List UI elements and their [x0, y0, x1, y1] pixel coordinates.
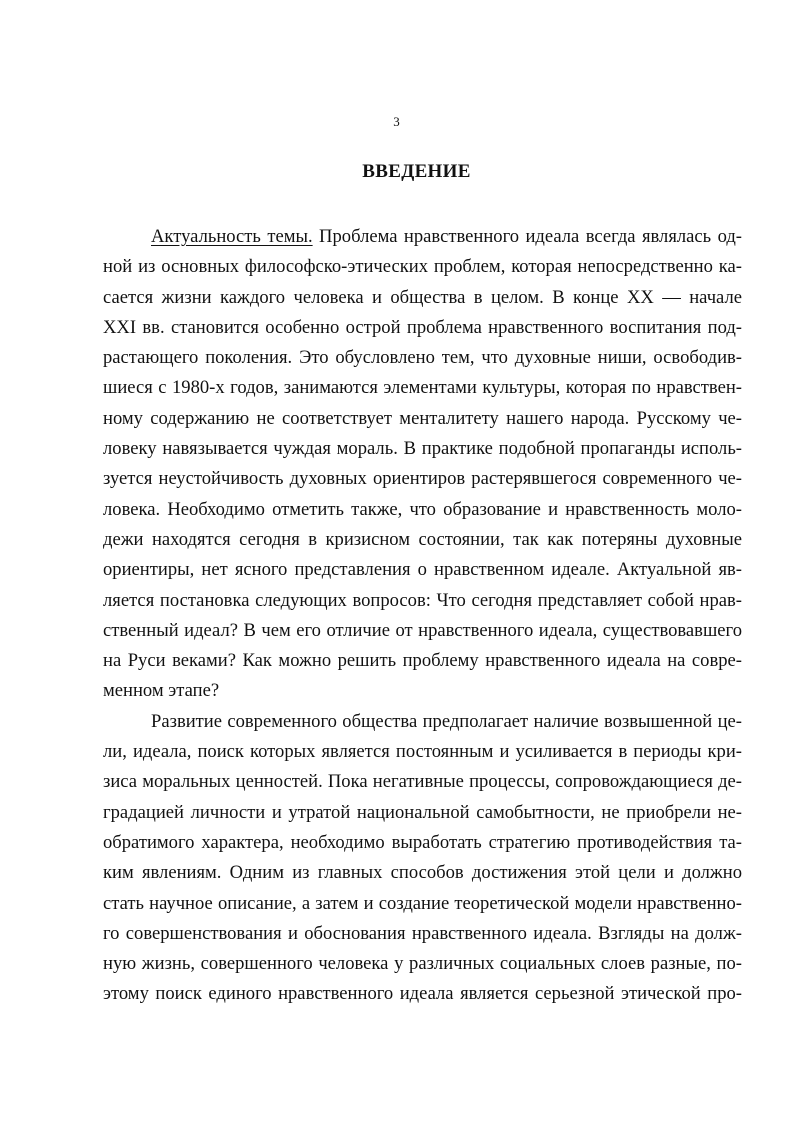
- paragraph-1-line: ляется постановка следующих вопросов: Что сегодня представляет собой нрав-: [103, 589, 742, 611]
- paragraph-2-line: ким явлениям. Одним из главных способов достижения этой цели и должно: [103, 862, 742, 884]
- paragraph-1-line-1-rest: Проблема нравственного идеала всегда являлась од-: [319, 226, 742, 247]
- paragraph-1-line-1: [103, 222, 742, 252]
- paragraph-1-line: ной из основных философско-этических проблем, которая непосредственно ка-: [103, 256, 742, 278]
- paragraph-1-line: растающего поколения. Это обусловлено тем, что духовные ниши, освободив-: [103, 347, 742, 369]
- paragraph-2-line: этому поиск единого нравственного идеала является серьезной этической про-: [103, 983, 742, 1005]
- paragraph-1-line: на Руси веками? Как можно решить проблему нравственного идеала на совре-: [103, 650, 742, 672]
- paragraph-2-line: стать научное описание, а затем и создание теоретической модели нравственно-: [103, 892, 742, 914]
- body-text: [103, 222, 742, 1010]
- paragraph-2-line: ную жизнь, совершенного человека у различных социальных слоев разные, по-: [103, 953, 742, 975]
- paragraph-1-line: ственный идеал? В чем его отличие от нравственного идеала, существовавшего: [103, 619, 742, 641]
- section-heading: ВВЕДЕНИЕ: [362, 161, 471, 182]
- paragraph-2-line: ли, идеала, поиск которых является постоянным и усиливается в периоды кри-: [103, 741, 742, 763]
- paragraph-2-line: градацией личности и утратой национальной самобытности, не приобрели не-: [103, 801, 742, 823]
- paragraph-1-line: XXI вв. становится особенно острой проблема нравственного воспитания под-: [103, 316, 742, 338]
- paragraph-1-line: ловека. Необходимо отметить также, что образование и нравственность моло-: [103, 498, 742, 520]
- paragraph-1-line: ориентиры, нет ясного представления о нравственном идеале. Актуальной яв-: [103, 559, 742, 581]
- paragraph-1-line: ловеку навязывается чуждая мораль. В практике подобной пропаганды исполь-: [103, 438, 742, 460]
- paragraph-2-line: Развитие современного общества предполагает наличие возвышенной це-: [151, 710, 742, 732]
- paragraph-2-line: го совершенствования и обоснования нравственного идеала. Взгляды на долж-: [103, 922, 742, 944]
- paragraph-1-line: зуется неустойчивость духовных ориентиров растерявшегося современного че-: [103, 468, 742, 490]
- page-number: 3: [393, 114, 400, 129]
- paragraph-1-line: менном этапе?: [103, 680, 220, 702]
- paragraph-1-line: сается жизни каждого человека и общества в целом. В конце XX — начале: [103, 286, 742, 308]
- paragraph-2-line: зиса моральных ценностей. Пока негативные процессы, сопровождающиеся де-: [103, 771, 742, 793]
- paragraph-1-line: шиеся с 1980-х годов, занимаются элементами культуры, которая по нравствен-: [103, 377, 742, 399]
- paragraph-1-line: ному содержанию не соответствует менталитету нашего народа. Русскому че-: [103, 407, 742, 429]
- paragraph-1-line: дежи находятся сегодня в кризисном состоянии, так как потеряны духовные: [103, 528, 742, 550]
- topic-relevance-lead: Актуальность темы.: [151, 226, 313, 247]
- paragraph-2-line: обратимого характера, необходимо выработать стратегию противодействия та-: [103, 831, 742, 853]
